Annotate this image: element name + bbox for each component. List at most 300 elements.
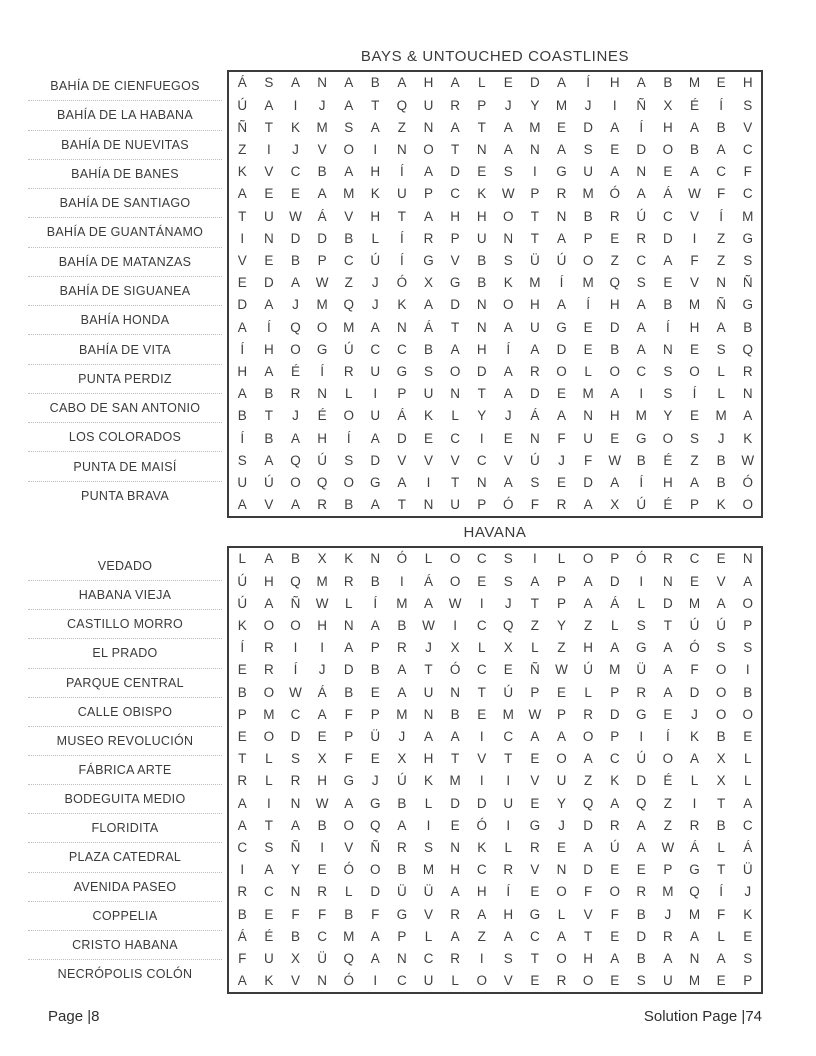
grid-letter: A — [610, 950, 620, 966]
grid-letter: D — [609, 706, 620, 722]
grid-letter: R — [609, 817, 620, 833]
grid-letter: M — [316, 573, 328, 589]
word-list-item: PUNTA BRAVA — [80, 488, 170, 503]
grid-letter: E — [716, 973, 726, 989]
grid-letter: Ñ — [530, 662, 540, 678]
grid-letter: P — [610, 551, 620, 567]
grid-letter: P — [689, 497, 699, 513]
grid-letter: D — [370, 884, 381, 900]
grid-letter: V — [264, 164, 274, 180]
grid-letter: Q — [582, 795, 594, 811]
grid-letter: S — [237, 452, 247, 468]
grid-letter: O — [343, 817, 354, 833]
grid-letter: N — [663, 573, 673, 589]
grid-letter: O — [742, 497, 753, 513]
grid-letter: K — [610, 773, 620, 789]
grid-letter: I — [506, 817, 511, 833]
grid-letter: É — [663, 497, 673, 513]
grid-letter: Q — [636, 795, 647, 811]
grid-letter: E — [530, 884, 540, 900]
grid-letter: R — [450, 950, 460, 966]
grid-letter: B — [636, 950, 646, 966]
grid-letter: E — [556, 684, 566, 700]
grid-letter: Ú — [689, 617, 700, 633]
grid-letter: M — [343, 186, 355, 202]
grid-letter: É — [290, 363, 300, 379]
grid-letter: I — [400, 573, 404, 589]
grid-letter: G — [636, 706, 647, 722]
grid-letter: C — [742, 186, 753, 202]
grid-letter: A — [503, 928, 513, 944]
grid-letter: Q — [343, 297, 354, 313]
grid-letter: É — [663, 452, 673, 468]
grid-letter: U — [530, 319, 540, 335]
grid-letter: E — [610, 928, 620, 944]
grid-letter: D — [689, 684, 700, 700]
grid-letter: T — [424, 662, 433, 678]
grid-letter: R — [663, 928, 673, 944]
grid-letter: A — [450, 928, 460, 944]
grid-letter: A — [663, 640, 673, 656]
grid-letter: J — [558, 452, 565, 468]
word-list-item: FLORIDITA — [28, 814, 222, 843]
grid-letter: A — [716, 319, 726, 335]
grid-letter: O — [582, 973, 594, 989]
grid-letter: M — [609, 662, 621, 678]
grid-letter: Q — [370, 817, 381, 833]
word-list-item: CRISTO HABANA — [28, 931, 222, 960]
grid-letter: L — [610, 617, 619, 633]
grid-letter: C — [343, 252, 354, 268]
word-list-item: BAHÍA DE CIENFUEGOS — [28, 72, 222, 101]
grid-letter: S — [636, 617, 646, 633]
grid-letter: A — [290, 430, 300, 446]
grid-letter: G — [449, 275, 461, 291]
word-list-item: PUNTA DE MAISÍ — [28, 452, 222, 481]
grid-letter: J — [504, 97, 512, 113]
grid-letter: A — [716, 950, 726, 966]
grid-letter: L — [531, 640, 539, 656]
grid-letter: A — [397, 662, 407, 678]
grid-letter: O — [662, 751, 674, 767]
grid-letter: H — [663, 474, 673, 490]
grid-letter: G — [742, 297, 753, 313]
grid-letter: L — [743, 773, 752, 789]
grid-letter: K — [743, 906, 753, 922]
grid-letter: Ú — [530, 452, 540, 468]
grid-letter: I — [639, 728, 644, 744]
grid-letter: Ó — [742, 474, 753, 490]
grid-letter: W — [448, 595, 462, 611]
grid-letter: A — [663, 684, 673, 700]
grid-letter: H — [609, 297, 620, 313]
grid-letter: M — [529, 119, 541, 135]
grid-letter: B — [477, 275, 487, 291]
grid-letter: V — [477, 751, 487, 767]
grid-letter: Q — [290, 319, 301, 335]
grid-letter: S — [503, 551, 513, 567]
grid-letter: F — [530, 497, 540, 513]
grid-letter: C — [476, 662, 487, 678]
grid-letter: I — [639, 573, 644, 589]
grid-letter: N — [317, 75, 327, 91]
grid-letter: B — [583, 208, 593, 224]
grid-letter: C — [476, 862, 487, 878]
grid-letter: A — [530, 341, 540, 357]
grid-letter: C — [716, 164, 726, 180]
grid-letter: U — [583, 430, 593, 446]
grid-letter: D — [264, 275, 274, 291]
grid-letter: L — [424, 928, 433, 944]
grid-letter: Á — [423, 573, 433, 589]
grid-letter: T — [397, 497, 407, 513]
grid-letter: J — [398, 728, 406, 744]
grid-letter: Í — [639, 474, 644, 490]
grid-letter: A — [636, 319, 646, 335]
grid-letter: I — [479, 595, 484, 611]
grid-letter: N — [397, 950, 407, 966]
grid-letter: R — [742, 363, 753, 379]
grid-letter: N — [556, 208, 567, 224]
grid-letter: H — [317, 773, 327, 789]
grid-letter: S — [583, 141, 593, 157]
grid-letter: A — [264, 297, 274, 313]
grid-letter: U — [503, 795, 514, 811]
grid-letter: E — [556, 119, 566, 135]
grid-letter: A — [397, 474, 407, 490]
grid-letter: Í — [346, 430, 351, 446]
grid-letter: A — [237, 497, 247, 513]
grid-letter: C — [476, 551, 487, 567]
grid-letter: D — [450, 795, 460, 811]
grid-letter: T — [716, 862, 726, 878]
grid-letter: Ó — [476, 817, 487, 833]
grid-letter: U — [370, 408, 381, 424]
grid-letter: A — [556, 75, 566, 91]
grid-letter: Ú — [397, 773, 407, 789]
grid-letter: W — [608, 452, 622, 468]
grid-letter: N — [397, 319, 407, 335]
grid-letter: T — [477, 386, 486, 402]
grid-letter: P — [344, 728, 354, 744]
grid-letter: C — [476, 452, 487, 468]
grid-letter: Q — [689, 884, 700, 900]
grid-letter: A — [450, 884, 460, 900]
grid-letter: Ü — [636, 662, 647, 678]
grid-letter: H — [317, 430, 327, 446]
grid-letter: P — [450, 230, 460, 246]
word-list-havana — [28, 552, 222, 988]
grid-letter: V — [530, 773, 540, 789]
grid-letter: N — [716, 275, 726, 291]
grid-letter: E — [477, 573, 487, 589]
grid-letter: A — [556, 230, 566, 246]
grid-letter: N — [476, 141, 487, 157]
grid-letter: U — [450, 497, 460, 513]
grid-letter: V — [689, 275, 699, 291]
grid-letter: B — [716, 474, 726, 490]
grid-letter: L — [557, 906, 566, 922]
grid-letter: A — [583, 839, 593, 855]
grid-letter: Ó — [396, 551, 408, 567]
grid-letter: F — [344, 706, 353, 722]
grid-letter: Í — [586, 297, 590, 313]
grid-letter: Z — [690, 452, 699, 468]
grid-letter: T — [264, 817, 274, 833]
grid-letter: J — [318, 97, 326, 113]
grid-letter: E — [610, 973, 620, 989]
grid-letter: O — [449, 551, 461, 567]
grid-letter: Y — [556, 617, 566, 633]
grid-letter: D — [530, 386, 540, 402]
word-list-item: CALLE OBISPO — [28, 698, 222, 727]
grid-letter: O — [263, 617, 275, 633]
grid-letter: A — [583, 573, 593, 589]
grid-letter: F — [716, 906, 726, 922]
grid-letter: C — [290, 706, 301, 722]
grid-letter: O — [556, 950, 567, 966]
grid-letter: V — [503, 973, 513, 989]
grid-letter: H — [663, 119, 673, 135]
grid-letter: E — [503, 430, 513, 446]
grid-letter: D — [290, 728, 301, 744]
grid-letter: H — [476, 208, 487, 224]
grid-letter: I — [267, 795, 271, 811]
grid-letter: S — [636, 973, 646, 989]
grid-letter: P — [397, 928, 407, 944]
grid-letter: O — [449, 363, 461, 379]
grid-letter: G — [529, 906, 541, 922]
grid-letter: Z — [583, 617, 593, 633]
grid-letter: S — [344, 119, 354, 135]
grid-letter: A — [344, 795, 354, 811]
grid-letter: Z — [397, 119, 407, 135]
grid-letter: C — [397, 973, 407, 989]
grid-letter: A — [370, 430, 380, 446]
page-footer — [48, 1008, 762, 1025]
grid-letter: T — [477, 119, 486, 135]
grid-letter: A — [317, 706, 327, 722]
grid-letter: C — [742, 141, 753, 157]
grid-letter: T — [450, 751, 460, 767]
grid-letter: G — [636, 640, 647, 656]
grid-letter: M — [263, 706, 275, 722]
grid-letter: E — [503, 75, 513, 91]
grid-letter: H — [689, 319, 700, 335]
grid-letter: H — [609, 408, 620, 424]
grid-letter: L — [265, 751, 273, 767]
grid-letter: Í — [719, 884, 723, 900]
grid-letter: Ú — [556, 252, 567, 268]
grid-letter: S — [290, 751, 300, 767]
grid-letter: E — [583, 319, 593, 335]
grid-letter: D — [343, 662, 354, 678]
grid-letter: X — [290, 950, 300, 966]
grid-letter: R — [663, 551, 673, 567]
grid-letter: J — [371, 297, 379, 313]
grid-letter: A — [344, 75, 354, 91]
grid-letter: M — [688, 906, 701, 922]
grid-letter: R — [290, 773, 301, 789]
grid-letter: E — [237, 275, 247, 291]
grid-letter: O — [582, 551, 594, 567]
grid-letter: B — [636, 452, 646, 468]
grid-letter: Y — [477, 408, 487, 424]
grid-letter: E — [530, 973, 540, 989]
grid-letter: R — [343, 573, 354, 589]
grid-letter: Q — [343, 950, 354, 966]
grid-letter: R — [237, 884, 248, 900]
grid-letter: C — [636, 252, 647, 268]
grid-letter: V — [237, 252, 247, 268]
grid-letter: A — [610, 386, 620, 402]
grid-letter: Í — [506, 884, 511, 900]
grid-letter: I — [479, 728, 484, 744]
grid-letter: X — [716, 751, 726, 767]
grid-letter: A — [370, 497, 380, 513]
grid-letter: J — [371, 773, 379, 789]
grid-letter: W — [501, 186, 515, 202]
grid-letter: A — [370, 950, 380, 966]
grid-letter: B — [370, 75, 380, 91]
grid-letter: A — [370, 617, 380, 633]
grid-letter: A — [423, 164, 433, 180]
grid-letter: L — [504, 839, 513, 855]
grid-letter: A — [423, 208, 433, 224]
grid-letter: E — [370, 684, 380, 700]
grid-letter: N — [290, 795, 301, 811]
grid-letter: U — [423, 386, 434, 402]
grid-letter: Í — [373, 595, 378, 611]
grid-letter: O — [290, 474, 301, 490]
grid-letter: Í — [240, 341, 245, 357]
grid-letter: A — [370, 319, 380, 335]
grid-letter: N — [397, 141, 407, 157]
grid-letter: Z — [557, 640, 566, 656]
grid-letter: A — [237, 973, 247, 989]
grid-letter: M — [635, 408, 647, 424]
grid-letter: H — [530, 297, 540, 313]
grid-letter: R — [290, 386, 301, 402]
grid-letter: I — [293, 97, 298, 113]
grid-letter: Á — [530, 408, 540, 424]
grid-letter: H — [423, 751, 434, 767]
grid-letter: B — [689, 141, 699, 157]
grid-letter: B — [743, 684, 753, 700]
grid-letter: I — [267, 141, 271, 157]
grid-letter: B — [290, 252, 300, 268]
grid-letter: X — [317, 551, 327, 567]
grid-letter: S — [743, 252, 753, 268]
word-list-item: AVENIDA PASEO — [28, 873, 222, 902]
grid-letter: T — [716, 795, 726, 811]
grid-letter: Á — [743, 839, 753, 855]
grid-letter: A — [503, 386, 513, 402]
grid-letter: Ú — [636, 208, 647, 224]
grid-letter: D — [636, 141, 647, 157]
grid-letter: C — [663, 208, 673, 224]
grid-letter: A — [610, 164, 620, 180]
grid-letter: Í — [666, 319, 670, 335]
grid-letter: U — [476, 230, 487, 246]
grid-letter: O — [370, 862, 381, 878]
grid-letter: L — [344, 884, 353, 900]
grid-letter: E — [743, 928, 753, 944]
grid-letter: I — [479, 430, 484, 446]
grid-letter: É — [317, 408, 327, 424]
grid-letter: O — [290, 341, 301, 357]
grid-letter: Ñ — [290, 839, 301, 855]
grid-letter: P — [556, 595, 566, 611]
grid-letter: R — [423, 230, 434, 246]
grid-letter: R — [689, 817, 700, 833]
grid-letter: B — [716, 119, 726, 135]
grid-letter: O — [316, 319, 328, 335]
grid-letter: G — [316, 341, 328, 357]
grid-letter: I — [612, 97, 617, 113]
grid-letter: T — [397, 208, 407, 224]
grid-letter: I — [426, 474, 431, 490]
grid-letter: Á — [423, 319, 433, 335]
grid-letter: H — [476, 341, 487, 357]
grid-letter: F — [557, 430, 566, 446]
grid-letter: O — [423, 141, 434, 157]
grid-letter: C — [370, 341, 381, 357]
grid-letter: Ú — [237, 595, 248, 611]
grid-letter: D — [450, 164, 460, 180]
grid-letter: J — [744, 884, 752, 900]
grid-letter: U — [423, 973, 434, 989]
grid-letter: J — [584, 97, 592, 113]
word-list-item: BAHÍA DE VITA — [28, 335, 222, 364]
grid-letter: Z — [663, 817, 673, 833]
grid-letter: H — [264, 573, 274, 589]
grid-letter: Ú — [609, 839, 620, 855]
grid-letter: X — [450, 640, 460, 656]
grid-letter: L — [344, 595, 353, 611]
grid-letter: Á — [689, 839, 699, 855]
grid-letter: R — [397, 839, 407, 855]
grid-letter: E — [290, 186, 300, 202]
grid-letter: E — [530, 751, 540, 767]
grid-letter: N — [423, 119, 434, 135]
grid-letter: R — [264, 640, 274, 656]
grid-letter: A — [503, 474, 513, 490]
grid-letter: G — [370, 795, 381, 811]
grid-letter: A — [556, 141, 566, 157]
grid-letter: K — [423, 408, 433, 424]
grid-letter: A — [237, 817, 247, 833]
grid-letter: A — [503, 141, 513, 157]
grid-letter: J — [371, 275, 379, 291]
grid-letter: P — [743, 973, 753, 989]
grid-letter: A — [583, 751, 593, 767]
grid-letter: A — [689, 474, 699, 490]
grid-letter: A — [556, 297, 566, 313]
grid-letter: B — [610, 341, 620, 357]
grid-letter: S — [743, 640, 753, 656]
grid-letter: A — [556, 728, 566, 744]
grid-letter: N — [742, 386, 753, 402]
grid-letter: A — [290, 75, 300, 91]
grid-letter: E — [663, 706, 673, 722]
grid-letter: A — [264, 363, 274, 379]
grid-letter: P — [477, 497, 487, 513]
grid-letter: Q — [290, 452, 301, 468]
grid-letter: R — [556, 497, 567, 513]
grid-letter: Á — [397, 408, 407, 424]
grid-letter: A — [689, 119, 699, 135]
